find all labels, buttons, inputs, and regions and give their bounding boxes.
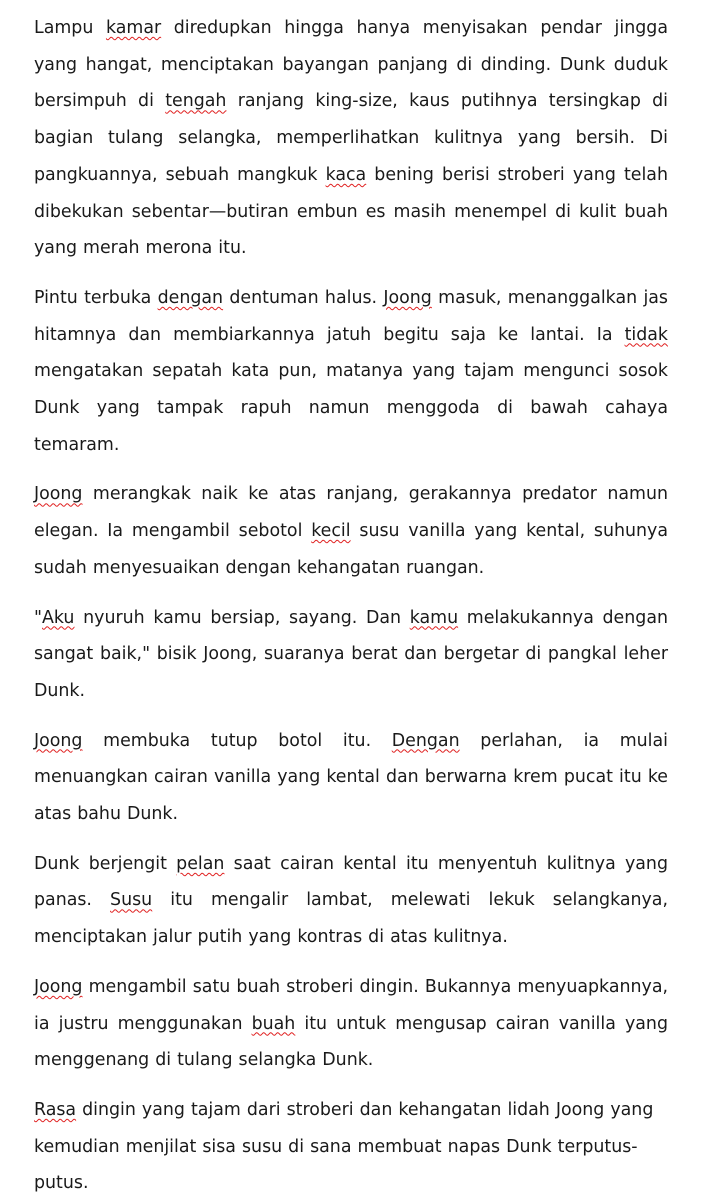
text-segment: mengatakan sepatah kata pun, matanya yang tajam mengunci sosok Dunk yang tampak rapuh namun menggoda di bawah cahaya temaram. [34, 361, 668, 455]
misspelled-word[interactable]: Joong [34, 976, 83, 997]
text-segment: susu vanilla yang kental, suhunya sudah menyesuaikan dengan kehangatan ruangan. [34, 521, 668, 578]
misspelled-word[interactable]: Joong [34, 484, 83, 505]
misspelled-word[interactable]: pelan [176, 853, 225, 874]
text-segment: Lampu [34, 18, 106, 38]
misspelled-word[interactable]: kamu [409, 607, 459, 628]
misspelled-word[interactable]: dengan [157, 287, 224, 308]
paragraph-8[interactable] [34, 1092, 668, 1202]
text-segment: merangkak naik ke atas ranjang, gerakannya predator namun elegan. Ia mengambil sebotol [34, 484, 668, 542]
text-segment: Pintu terbuka [34, 287, 158, 308]
text-segment: perlahan, ia mulai menuangkan cairan vanilla yang kental dan berwarna krem pucat itu ke atas bahu Dunk. [34, 730, 669, 825]
misspelled-word[interactable]: kecil [311, 521, 351, 542]
misspelled-word[interactable]: Joong [383, 287, 432, 308]
misspelled-word[interactable]: buah [251, 1013, 296, 1034]
paragraph-7[interactable] [34, 969, 668, 1079]
text-segment: melakukannya dengan sangat baik," bisik Joong, suaranya berat dan bergetar di pangkal leher Dunk. [34, 607, 668, 701]
text-segment: bening berisi stroberi yang telah dibekukan sebentar—butiran embun es masih menempel di kulit buah yang merah merona itu. [34, 164, 668, 259]
text-segment: ranjang king-size, kaus putihnya tersingkap di bagian tulang selangka, memperlihatkan kulitnya yang bersih. Di pangkuannya, sebuah mangkuk [34, 91, 668, 185]
misspelled-word[interactable]: tidak [624, 324, 668, 345]
misspelled-word[interactable]: Dengan [391, 730, 460, 751]
paragraph-2[interactable] [34, 280, 668, 464]
misspelled-word[interactable]: kaca [325, 164, 367, 185]
text-segment: diredupkan hingga hanya menyisakan pendar jingga yang hangat, menciptakan bayangan panjang di dinding. Dunk duduk bersimpuh di [34, 18, 668, 112]
text-segment: Dunk berjengit [34, 853, 177, 874]
paragraph-4[interactable] [34, 600, 668, 710]
text-segment: dingin yang tajam dari stroberi dan kehangatan lidah Joong yang kemudian menjilat sisa susu di sana membuat napas Dunk terputus-putus. [34, 1099, 654, 1194]
paragraph-1[interactable] [34, 10, 668, 267]
text-segment: itu mengalir lambat, melewati lekuk selangkanya, menciptakan jalur putih yang kontras di atas kulitnya. [34, 890, 668, 948]
text-segment: " [34, 607, 42, 628]
text-segment: mengambil satu buah stroberi dingin. Bukannya menyuapkannya, ia justru menggunakan [34, 976, 668, 1034]
text-segment: saat cairan kental itu menyentuh kulitnya yang panas. [34, 853, 668, 911]
misspelled-word[interactable]: Susu [110, 890, 153, 911]
misspelled-word[interactable]: tengah [165, 91, 227, 112]
misspelled-word[interactable]: Rasa [34, 1099, 77, 1120]
text-segment: nyuruh kamu bersiap, sayang. Dan [74, 607, 410, 628]
text-segment: membuka tutup botol itu. [82, 730, 392, 751]
text-segment: dentuman halus. [223, 287, 384, 308]
misspelled-word[interactable]: Joong [34, 730, 83, 751]
misspelled-word[interactable]: kamar [105, 18, 162, 38]
misspelled-word[interactable]: Aku [42, 607, 75, 628]
text-segment: itu untuk mengusap cairan vanilla yang menggenang di tulang selangka Dunk. [34, 1013, 668, 1071]
text-segment: masuk, menanggalkan jas hitamnya dan membiarkannya jatuh begitu saja ke lantai. Ia [34, 287, 668, 345]
paragraph-5[interactable] [34, 723, 668, 833]
paragraph-6[interactable] [34, 846, 668, 956]
paragraph-3[interactable] [34, 476, 668, 586]
